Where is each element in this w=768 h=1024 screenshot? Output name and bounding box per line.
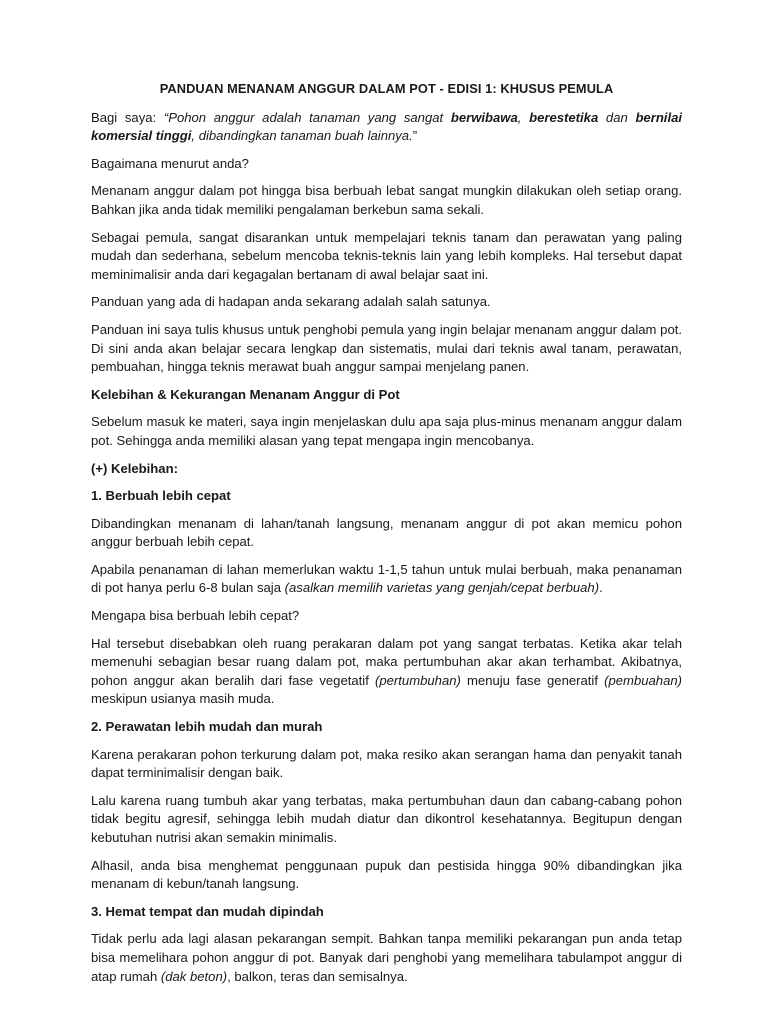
quote-bold-2: berestetika [529,109,599,125]
heading-pros-cons: Kelebihan & Kekurangan Menanam Anggur di Pot [91,386,400,402]
quote-part-2: , [517,109,530,125]
paragraph-7-italic: (asalkan memilih varietas yang genjah/cepat berbuah) [284,580,600,596]
heading-2: 2. Perawatan lebih mudah dan murah [91,719,323,735]
paragraph-7 [91,561,682,598]
paragraph-11: Alhasil, anda bisa menghemat penggunaan pupuk dan pestisida hingga 90% dibandingkan jika menanam di kebun/tanah langsung. [91,857,682,892]
quote-part-3: dan [598,109,636,125]
heading-1: 1. Berbuah lebih cepat [91,488,231,504]
quote-text [91,110,682,144]
paragraph-12-italic: (dak beton) [160,968,228,984]
paragraph-12 [91,930,682,986]
paragraph-8-italic-1: (pertumbuhan) [374,672,461,688]
quote-prefix: Bagi saya: [91,109,164,125]
paragraph-2: Sebagai pemula, sangat disarankan untuk mempelajari teknis tanam dan perawatan yang paling mudah dan sederhana, sebelum mencoba teknis-teknis lain yang lebih kompleks. Hal tersebut dapat meminimalisir anda dari kegagalan bertanam di awal belajar saat ini. [91,229,682,282]
paragraph-8-text-c: meskipun usianya masih muda. [91,691,275,707]
paragraph-8-text-b: menuju fase generatif [460,672,605,688]
document-title: PANDUAN MENANAM ANGGUR DALAM POT - EDISI 1: KHUSUS PEMULA [159,81,614,96]
paragraph-7-end: . [599,580,603,596]
paragraph-6: Dibandingkan menanam di lahan/tanah langsung, menanam anggur di pot akan memicu pohon anggur berbuah lebih cepat. [91,515,682,550]
heading-pros: (+) Kelebihan: [91,460,178,476]
quote-bold-1: berwibawa [450,109,518,125]
quote-part-1: “Pohon anggur adalah tanaman yang sangat [163,109,451,125]
paragraph-9: Karena perakaran pohon terkurung dalam pot, maka resiko akan serangan hama dan penyakit tanah dapat terminimalisir dengan baik. [91,746,682,781]
paragraph-4: Panduan ini saya tulis khusus untuk penghobi pemula yang ingin belajar menanam anggur dalam pot. Di sini anda akan belajar secara lengkap dan sistematis, mulai dari teknis awal tanam, perawatan, pembuahan, hingga teknis merawat buah anggur sampai menjelang panen. [91,321,682,375]
paragraph-3: Panduan yang ada di hadapan anda sekarang adalah salah satunya. [91,294,491,310]
quote-paragraph [91,109,682,146]
question-2: Mengapa bisa berbuah lebih cepat? [91,608,300,624]
quote-part-4: , dibandingkan tanaman buah lainnya. [191,128,413,144]
quote-bold-3: bernilai komersial tinggi [91,109,683,144]
paragraph-7-text: Apabila penanaman di lahan memerlukan waktu 1-1,5 tahun untuk mulai berbuah, maka penanaman di pot hanya perlu 6-8 bulan saja [91,561,682,596]
quote-suffix: ” [412,128,418,144]
paragraph-12-text-b: , balkon, teras dan semisalnya. [227,968,408,984]
paragraph-10: Lalu karena ruang tumbuh akar yang terbatas, maka pertumbuhan daun dan cabang-cabang pohon tidak begitu agresif, sehingga lebih mudah diatur dan dikontrol kesehatannya. Begitupun dengan kebutuhan nutrisi akan semakin minimalis. [91,792,682,845]
question-paragraph: Bagaimana menurut anda? [91,155,249,171]
paragraph-12-text-a: Tidak perlu ada lagi alasan pekarangan sempit. Bahkan tanpa memiliki pekarangan pun anda tetap bisa memelihara pohon anggur di pot. Banyak dari penghobi yang memelihara tabulampot anggur di atap rumah [91,931,682,984]
paragraph-8-italic-2: (pembuahan) [604,672,682,688]
heading-3: 3. Hemat tempat dan mudah dipindah [91,903,324,919]
paragraph-1: Menanam anggur dalam pot hingga bisa berbuah lebat sangat mungkin dilakukan oleh setiap orang. Bahkan jika anda tidak memiliki pengalaman berkebun sama sekali. [91,183,682,217]
paragraph-8-text-a: Hal tersebut disebabkan oleh ruang perakaran dalam pot yang sangat terbatas. Ketika akar telah memenuhi sebagian besar ruang dalam pot, maka pertumbuhan akar akan terhambat. Akibatnya, pohon anggur akan beralih dari fase vegetatif [91,635,682,688]
paragraph-5: Sebelum masuk ke materi, saya ingin menjelaskan dulu apa saja plus-minus menanam anggur dalam pot. Sehingga anda memiliki alasan yang tepat mengapa ingin mencobanya. [91,414,682,448]
paragraph-8 [91,635,682,709]
